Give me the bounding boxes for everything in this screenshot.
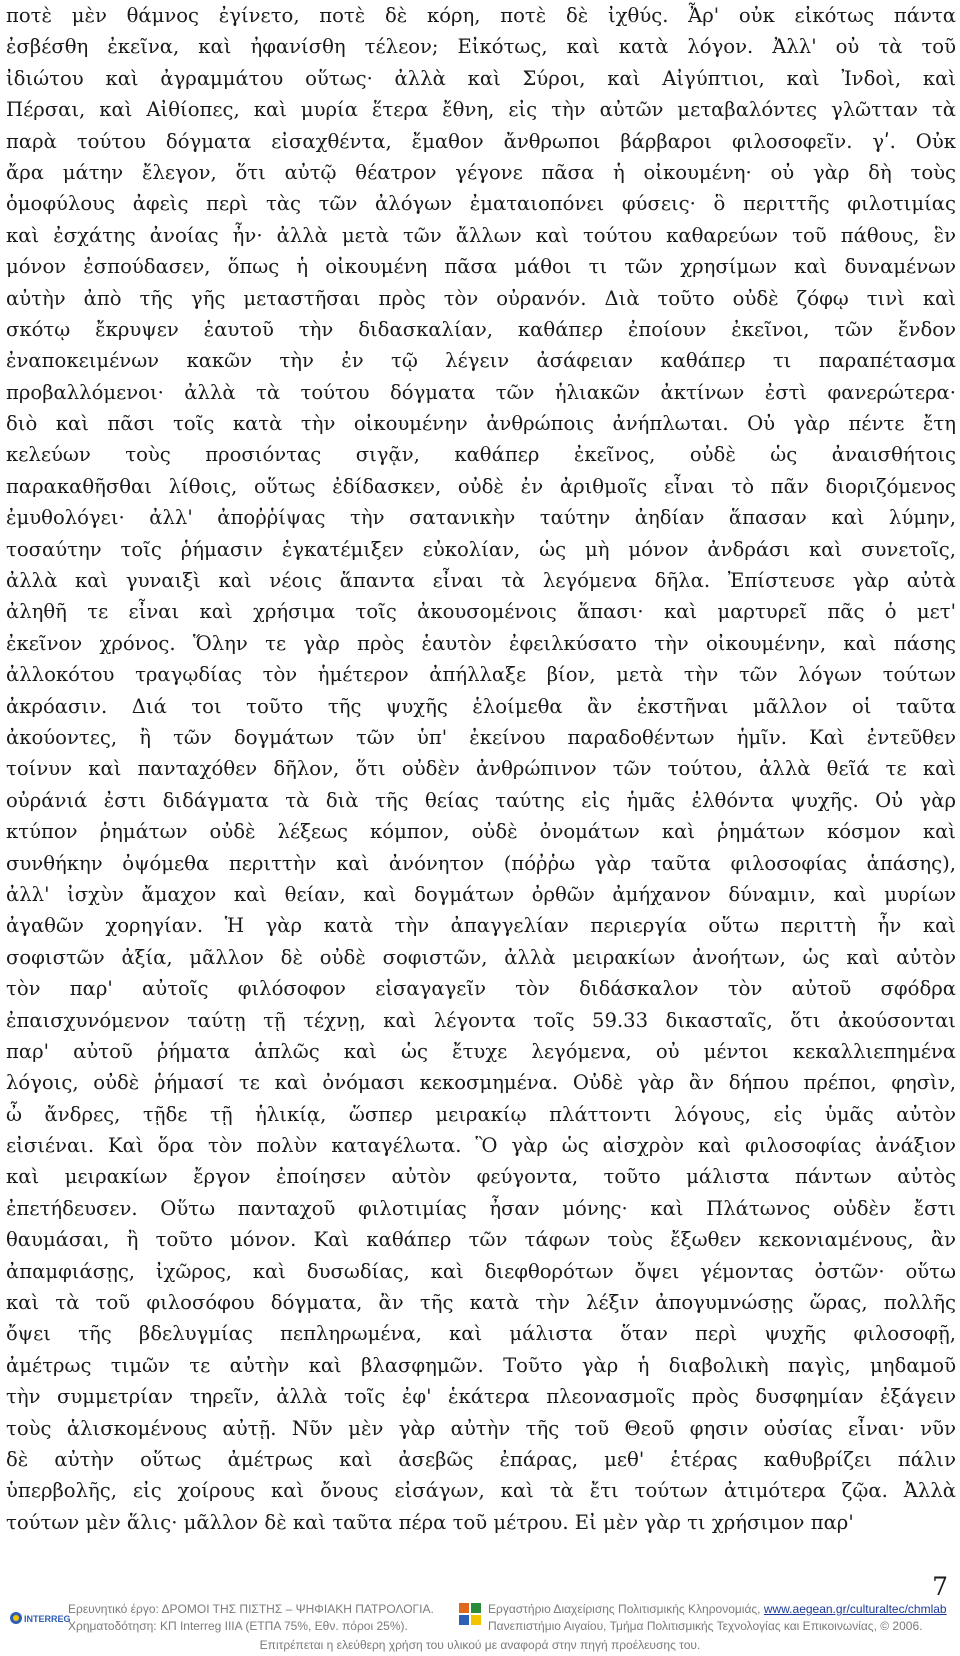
text-line: ἀκρόασιν. Διά τοι τοῦτο τῆς ψυχῆς ἑλοίμεθα ἂν ἐκστῆναι μᾶλλον οἱ ταῦτα — [6, 694, 956, 718]
text-line: Πέρσαι, καὶ Αἰθίοπες, καὶ μυρία ἕτερα ἔθνη, εἰς τὴν αὐτῶν μεταβαλόντες γλῶτταν τὰ — [6, 98, 956, 122]
svg-text:INTERREG: INTERREG — [24, 1614, 71, 1624]
footer-right-text — [488, 1601, 947, 1635]
footer-lab-line — [488, 1601, 947, 1618]
text-line: τοίνυν καὶ πανταχόθεν δῆλον, ὅτι οὐδὲν ἀνθρώπινον τῶν τούτου, ἀλλὰ θεῖά τε καὶ — [6, 757, 956, 781]
text-line: καὶ ἐσχάτης ἀνοίας ἦν· ἀλλὰ μετὰ τῶν ἄλλων καὶ τούτου καθαρεύων τοῦ πάθους, ἓν — [6, 223, 956, 247]
text-line: καὶ μειρακίων ἔργον ἐποίησεν αὐτὸν φεύγοντα, τοῦτο μάλιστα πάντων αὐτὸς — [6, 1165, 956, 1189]
text-line: ἰδιώτου καὶ ἀγραμμάτου οὕτως· ἀλλὰ καὶ Σύροι, καὶ Αἰγύπτιοι, καὶ Ἰνδοὶ, καὶ — [6, 66, 956, 90]
text-line: ὄψει τῆς βδελυγμίας πεπληρωμένα, καὶ μάλιστα ὅταν περὶ ψυχῆς φιλοσοφῇ, — [6, 1322, 956, 1346]
text-line: ἐμυθολόγει· ἀλλ' ἀποῤῥίψας τὴν σατανικὴν ταύτην ἀηδίαν ἅπασαν καὶ λύμην, — [6, 506, 956, 530]
footer-usage-notice: Επιτρέπεται η ελεύθερη χρήση του υλικού με αναφορά στην πηγή προέλευσης του. — [259, 1638, 701, 1652]
text-line: ἀμέτρως τιμῶν τε αὐτὴν καὶ βλασφημῶν. Τοῦτο γὰρ ἡ διαβολικὴ παγὶς, μηδαμοῦ — [6, 1353, 956, 1377]
text-line: ὑπερβολῆς, εἰς χοίρους καὶ ὄνους εἰσάγων, καὶ τὰ ἔτι τούτων ἀτιμότερα ζῷα. Ἀλλὰ — [6, 1479, 956, 1503]
text-line: ὦ ἄνδρες, τῇδε τῇ ἡλικίᾳ, ὥσπερ μειρακίῳ πλάττοντι λόγους, εἰς ὑμᾶς αὐτὸν — [6, 1102, 956, 1126]
text-line: τούτων μὲν ἅλις· μᾶλλον δὲ καὶ ταῦτα πέρα τοῦ μέτρου. Εἰ μὲν γὰρ τι χρήσιμον παρ' — [6, 1510, 854, 1534]
text-line: θαυμάσαι, ἢ τοῦτο μόνον. Καὶ καθάπερ τῶν τάφων τοὺς ἔξωθεν κεκονιαμένους, ἂν — [6, 1228, 956, 1252]
text-line: ἀκούοντες, ἢ τῶν δογμάτων τῶν ὑπ' ἐκείνου παραδοθέντων ἡμῖν. Καὶ ἐντεῦθεν — [6, 725, 956, 749]
text-line: ἐπετήδευσεν. Οὕτω πανταχοῦ φιλοτιμίας ἦσαν μόνης· καὶ Πλάτωνος οὐδὲν ἔστι — [6, 1196, 956, 1220]
text-line: αὐτὴν ἀπὸ τῆς γῆς μεταστῆσαι πρὸς τὸν οὐρανόν. Διὰ τοῦτο οὐδὲ ζόφῳ τινὶ καὶ — [6, 286, 956, 310]
text-line: τοὺς ἁλισκομένους αὐτῇ. Νῦν μὲν γὰρ αὐτὴν τῆς τοῦ Θεοῦ φησιν οὐσίας εἶναι· νῦν — [6, 1416, 956, 1440]
text-line: καὶ τὰ τοῦ φιλοσόφου δόγματα, ἂν τῆς κατὰ τὴν λέξιν ἀπογυμνώσῃς ὥρας, πολλῆς — [6, 1291, 956, 1315]
text-line: ἀλλοκότου τραγῳδίας τὸν ἡμέτερον ἀπήλλαξε βίον, μετὰ τὴν τῶν λόγων τούτων — [6, 663, 956, 687]
text-line: κτύπον ῥημάτων οὐδὲ λέξεως κόμπον, οὐδὲ ὀνομάτων καὶ ῥημάτων κόσμον καὶ — [6, 820, 956, 844]
text-line: ἀληθῆ τε εἶναι καὶ χρήσιμα τοῖς ἀκουσομένοις ἅπασι· καὶ μαρτυρεῖ πᾶς ὁ μετ' — [6, 600, 956, 624]
text-line: παρακαθῆσθαι λίθοις, οὕτως ἐδίδασκεν, οὐδὲ ἐν ἀριθμοῖς εἶναι τὸ πᾶν διοριζόμενος — [6, 474, 956, 498]
text-line: ἀλλ' ἰσχὺν ἄμαχον καὶ θείαν, καὶ δογμάτων ὀρθῶν ἀμήχανον δύναμιν, καὶ μυρίων — [6, 882, 956, 906]
text-line: διὸ καὶ πᾶσι τοῖς κατὰ τὴν οἰκουμένην ἀνθρώποις ἀνήπλωται. Οὐ γὰρ πέντε ἔτη — [6, 412, 956, 436]
text-line: δὲ αὐτὴν οὕτως ἀμέτρως καὶ ἀσεβῶς ἐπάρας, μεθ' ἑτέρας καθυβρίζει πάλιν — [6, 1447, 956, 1471]
text-line: μόνον ἐσπούδασεν, ὅπως ἡ οἰκουμένη πᾶσα μάθοι τι τῶν χρησίμων καὶ δυναμένων — [6, 255, 956, 279]
text-line: ἀπαμφιάσῃς, ἰχῶρος, καὶ δυσωδίας, καὶ διεφθορότων ὄψει γέμοντας ὀστῶν· οὕτω — [6, 1259, 956, 1283]
text-line: ποτὲ μὲν θάμνος ἐγίνετο, ποτὲ δὲ κόρη, ποτὲ δὲ ἰχθύς. Ἆρ' οὐκ εἰκότως πάντα — [6, 4, 956, 27]
text-line: κελεύων τοὺς προσιόντας σιγᾷν, καθάπερ ἐκεῖνος, οὐδὲ ὡς ἀναισθήτοις — [6, 443, 956, 467]
interreg-logo-icon — [8, 1606, 71, 1630]
footer-lab-link[interactable]: www.aegean.gr/culturaltec/chmlab — [763, 1602, 947, 1616]
text-line: ἀλλὰ καὶ γυναιξὶ καὶ νέοις ἅπαντα εἶναι τὰ λεγόμενα δῆλα. Ἐπίστευσε γὰρ αὐτὰ — [6, 569, 956, 593]
footer-funding-line: Χρηματοδότηση: ΚΠ Interreg IIIA (ΕΤΠΑ 75%, Εθν. πόροι 25%). — [68, 1619, 408, 1633]
text-line: λόγοις, οὐδὲ ῥήμασί τε καὶ ὀνόμασι κεκοσμημένα. Οὐδὲ γὰρ ἂν δήπου πρέποι, φησὶν, — [6, 1071, 956, 1095]
footer-left-text — [68, 1601, 434, 1635]
text-line: ἀγαθῶν χορηγίαν. Ἡ γὰρ κατὰ τὴν ἀπαγγελίαν περιεργία οὕτω περιττὴ ἦν καὶ — [6, 914, 956, 938]
text-line: εἰσιέναι. Καὶ ὅρα τὸν πολὺν καταγέλωτα. Ὃ γὰρ ὡς αἰσχρὸν καὶ φιλοσοφίας ἀνάξιον — [6, 1134, 956, 1158]
text-line: ἐναποκειμένων κακῶν τὴν ἐν τῷ λέγειν ἀσάφειαν καθάπερ τι παραπέτασμα — [6, 349, 956, 373]
text-line: οὐράνιά ἐστι διδάγματα τὰ διὰ τῆς θείας ταύτης εἰς ἡμᾶς ἐλθόντα ψυχῆς. Οὐ γὰρ — [6, 788, 956, 812]
footer-lab-name: Εργαστήριο Διαχείρισης Πολιτισμικής Κληρονομιάς, — [488, 1602, 761, 1616]
page-number: 7 — [932, 1572, 948, 1601]
text-line: τοσαύτην τοῖς ῥήμασιν ἐγκατέμιξεν εὐκολίαν, ὡς μὴ μόνον ἀνδράσι καὶ συνετοῖς, — [6, 537, 956, 561]
text-line: ὁμοφύλους ἀφεὶς περὶ τὰς τῶν ἀλόγων ἐματαιοπόνει φύσεις· ὃ περιττῆς φιλοτιμίας — [6, 192, 956, 216]
text-line: ἐπαισχυνόμενον ταύτῃ τῇ τέχνῃ, καὶ λέγοντα τοῖς 59.33 δικασταῖς, ὅτι ἀκούσονται — [6, 1008, 956, 1032]
text-line: σοφιστῶν ἀξία, μᾶλλον δὲ οὐδὲ σοφιστῶν, ἀλλὰ μειρακίων ἀνοήτων, ὡς καὶ αὐτὸν — [6, 945, 956, 969]
body-text — [6, 0, 956, 1538]
text-line: ἐκεῖνον χρόνος. Ὅλην τε γὰρ πρὸς ἑαυτὸν ἐφειλκύσατο τὴν οἰκουμένην, καὶ πάσης — [6, 631, 956, 655]
text-line: προβαλλόμενοι· ἀλλὰ τὰ τούτου δόγματα τῶν ἡλιακῶν ἀκτίνων ἐστὶ φανερώτερα· — [6, 380, 956, 404]
text-line: παρ' αὐτοῦ ῥήματα ἁπλῶς καὶ ὡς ἔτυχε λεγόμενα, οὐ μέντοι κεκαλλιεπημένα — [6, 1039, 956, 1063]
footer-university-line: Πανεπιστήμιο Αιγαίου, Τμήμα Πολιτισμικής Τεχνολογίας και Επικοινωνίας, © 2006. — [488, 1619, 923, 1633]
footer — [0, 1598, 960, 1656]
text-line: συνθήκην ὀψόμεθα περιττὴν καὶ ἀνόνητον (πόῤῥω γὰρ ταῦτα φιλοσοφίας ἁπάσης), — [6, 851, 956, 875]
footer-project-line: Ερευνητικό έργο: ΔΡΟΜΟΙ ΤΗΣ ΠΙΣΤΗΣ – ΨΗΦΙΑΚΗ ΠΑΤΡΟΛΟΓΙΑ. — [68, 1602, 434, 1616]
text-line: ἄρα μάτην ἔλεγον, ὅτι αὐτῷ θέατρον γέγονε πᾶσα ἡ οἰκουμένη· οὐ γὰρ δὴ τοὺς — [6, 160, 956, 184]
text-line: τὸν παρ' αὐτοῖς φιλόσοφον εἰσαγαγεῖν τὸν διδάσκαλον τὸν αὐτοῦ σφόδρα — [6, 977, 956, 1001]
text-line: σκότῳ ἔκρυψεν ἑαυτοῦ τὴν διδασκαλίαν, καθάπερ ἐποίουν ἐκεῖνοι, τῶν ἔνδον — [6, 317, 956, 341]
text-line: τὴν συμμετρίαν τηρεῖν, ἀλλὰ τοῖς ἐφ' ἑκάτερα πλεονασμοῖς πρὸς δυσφημίαν ἐξάγειν — [6, 1385, 956, 1409]
lab-logo-icon — [458, 1602, 482, 1626]
text-line: ἐσβέσθη ἐκεῖνα, καὶ ἠφανίσθη τέλεον; Εἰκότως, καὶ κατὰ λόγον. Ἀλλ' οὐ τὰ τοῦ — [6, 35, 956, 59]
text-line: παρὰ τούτου δόγματα εἰσαχθέντα, ἔμαθον ἄνθρωποι βάρβαροι φιλοσοφεῖν. γʹ. Οὐκ — [6, 129, 956, 153]
